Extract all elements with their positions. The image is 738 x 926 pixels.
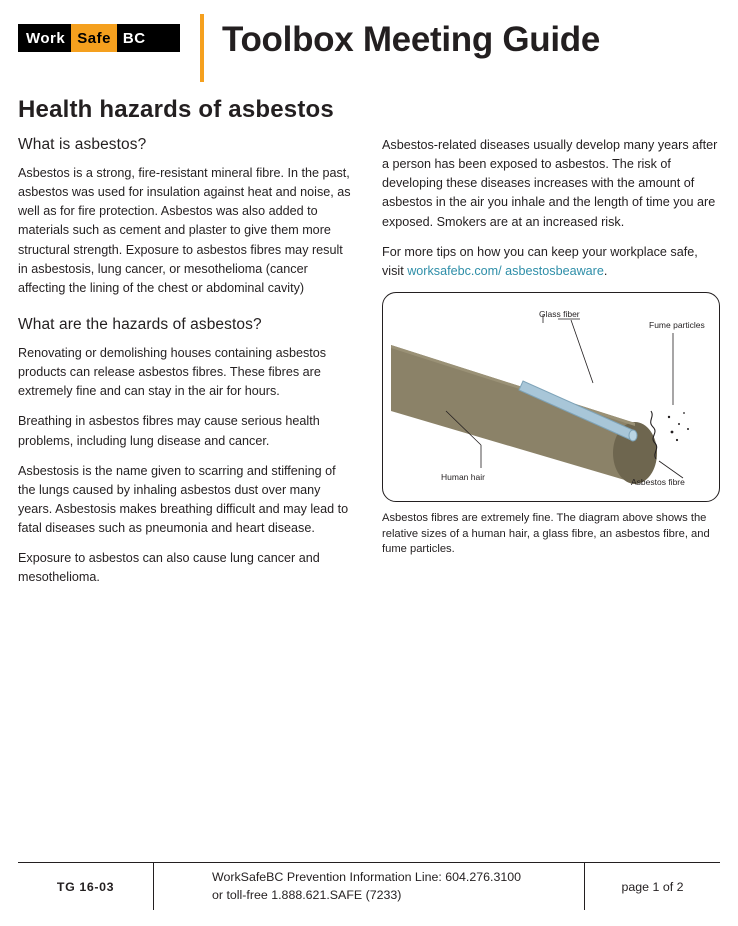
more-tips-prefix: For more tips on how you can keep your workplace safe, visit bbox=[382, 244, 698, 278]
diagram-svg bbox=[383, 293, 720, 502]
paragraph-diseases: Asbestos-related diseases usually develop many years after a person has been exposed to asbestos. The risk of developing these diseases increases with the amount of asbestos in the air you inhale and the length of time you are exposed. Smokers are at an increased risk. bbox=[382, 138, 718, 229]
left-column bbox=[18, 134, 354, 599]
worksafebc-link[interactable]: worksafebc.com/ asbestosbeaware bbox=[407, 263, 604, 278]
paragraph-more-tips bbox=[382, 243, 720, 281]
figure-caption: Asbestos fibres are extremely fine. The diagram above shows the relative sizes of a human hair, a glass fibre, an asbestos fibre, and fume particles. bbox=[382, 511, 710, 556]
label-asbestos-fibre: Asbestos fibre bbox=[631, 476, 685, 487]
label-fume-particles: Fume particles bbox=[649, 319, 705, 330]
heading-hazards: What are the hazards of asbestos? bbox=[18, 315, 262, 333]
logo-work-text: Work bbox=[26, 29, 66, 47]
label-human-hair: Human hair bbox=[441, 471, 485, 482]
paragraph-lung-cancer: Exposure to asbestos can also cause lung cancer and mesothelioma. bbox=[18, 551, 320, 585]
footer-info-line-1: WorkSafeBC Prevention Information Line: 604.276.3100 bbox=[212, 869, 522, 884]
footer-info-line-2: or toll-free 1.888.621.SAFE (7233) bbox=[212, 887, 402, 902]
page-header bbox=[0, 0, 738, 78]
header-divider bbox=[200, 14, 204, 82]
fume-particles-shape bbox=[668, 412, 689, 441]
footer-doc-code: TG 16-03 bbox=[56, 879, 115, 894]
content-columns bbox=[0, 134, 738, 599]
page-title: Health hazards of asbestos bbox=[18, 96, 334, 123]
paragraph-renovating: Renovating or demolishing houses containing asbestos products can release asbestos fibres. These fibres are extremely fine and can stay in the air for hours. bbox=[18, 345, 327, 399]
logo-bc-text: BC bbox=[122, 29, 146, 47]
label-glass-fiber: Glass fiber bbox=[539, 308, 580, 319]
paragraph-asbestosis: Asbestosis is the name given to scarring and stiffening of the lungs caused by inhaling asbestos dust over many years. Asbestosis makes breathing difficult and may lead to fatal diseases such as pneumonia and heart disease. bbox=[18, 463, 349, 536]
footer-contact-info bbox=[153, 863, 585, 910]
more-tips-suffix: . bbox=[603, 263, 608, 278]
paragraph-definition: Asbestos is a strong, fire-resistant mineral fibre. In the past, asbestos was used for insulation against heat and noise, as well as for fire protection. Asbestos was also added to materials such as cement and plaster to give them more structural strength. Exposure to asbestos fibres may result in asbestosis, lung cancer, or mesothelioma (cancer affecting the lining of the chest or abdominal cavity) bbox=[18, 166, 351, 295]
asbestos-size-diagram bbox=[382, 292, 720, 502]
right-column bbox=[382, 134, 720, 599]
header-title: Toolbox Meeting Guide bbox=[222, 20, 601, 59]
paragraph-breathing: Breathing in asbestos fibres may cause serious health problems, including lung disease and cancer. bbox=[18, 414, 320, 448]
heading-what-is-asbestos: What is asbestos? bbox=[18, 136, 147, 153]
footer-page-number: page 1 of 2 bbox=[621, 879, 684, 894]
human-hair-shape bbox=[391, 345, 657, 484]
page-footer bbox=[18, 862, 720, 910]
worksafebc-logo bbox=[18, 24, 180, 52]
logo-safe-text: Safe bbox=[71, 24, 117, 52]
